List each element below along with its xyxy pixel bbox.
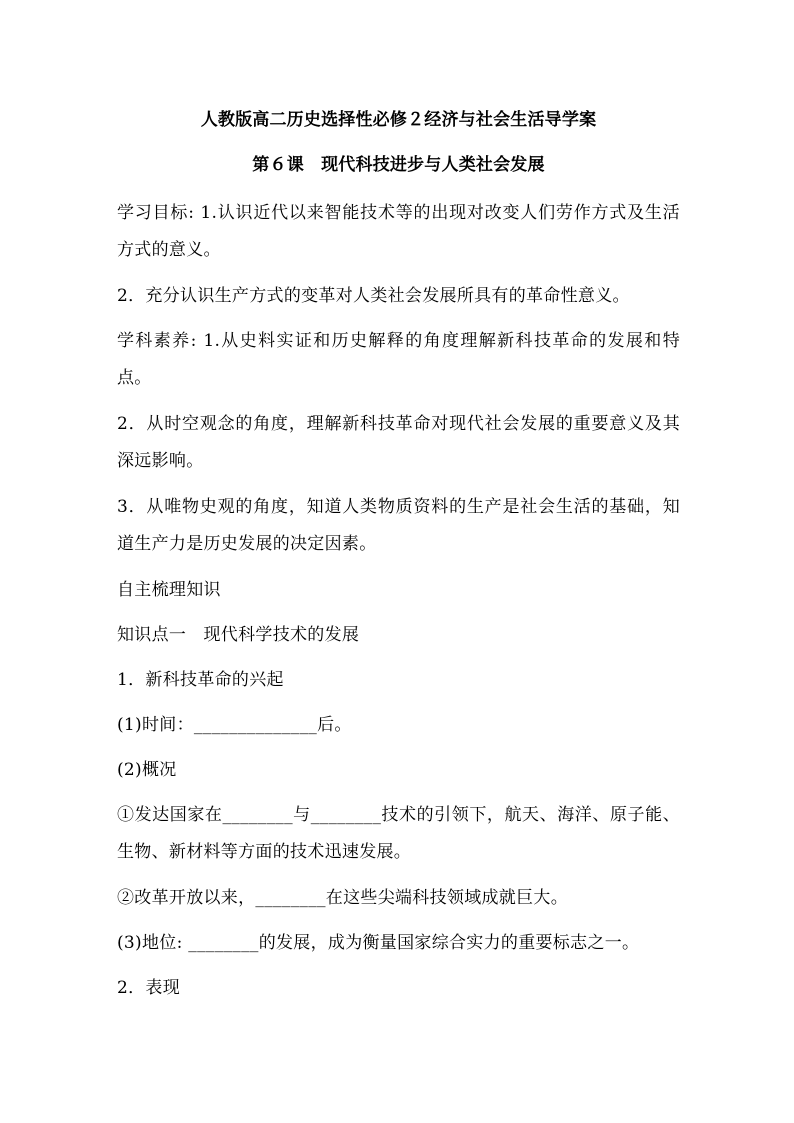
- paragraph-literacy-2: 2．从时空观念的角度，理解新科技革命对现代社会发展的重要意义及其深远影响。: [117, 414, 680, 471]
- section-heading-knowledge-point-1: 知识点一 现代科学技术的发展: [117, 625, 360, 645]
- paragraph-learning-goal-2: 2．充分认识生产方式的变革对人类社会发展所具有的革命性意义。: [117, 286, 630, 306]
- subheading-rise: 1．新科技革命的兴起: [117, 670, 284, 690]
- lesson-title: 第６课 现代科技进步与人类社会发展: [252, 155, 545, 175]
- paragraph-literacy-3: 3．从唯物史观的角度，知道人类物质资料的生产是社会生活的基础，知道生产力是历史发展的决定因素。: [117, 497, 680, 554]
- item-overview: (2)概况: [117, 760, 177, 780]
- paragraph-literacy-1: 学科素养: 1.从史料实证和历史解释的角度理解新科技革命的发展和特点。: [117, 331, 680, 388]
- blank-item-status: (3)地位: ________的发展，成为衡量国家综合实力的重要标志之一。: [117, 933, 640, 953]
- subheading-performance: 2．表现: [117, 978, 181, 998]
- paragraph-learning-goal-1: 学习目标: 1.认识近代以来智能技术等的出现对改变人们劳作方式及生活方式的意义。: [117, 203, 680, 260]
- document-title: 人教版高二历史选择性必修２经济与社会生活导学案: [200, 110, 597, 130]
- blank-item-reform-opening: ②改革开放以来，________在这些尖端科技领域成就巨大。: [117, 888, 568, 908]
- section-heading-self-study: 自主梳理知识: [117, 580, 221, 600]
- blank-item-developed-countries: ①发达国家在________与________技术的引领下，航天、海洋、原子能、生物、新材料等方面的技术迅速发展。: [117, 805, 680, 862]
- blank-item-time: (1)时间：______________后。: [117, 715, 352, 735]
